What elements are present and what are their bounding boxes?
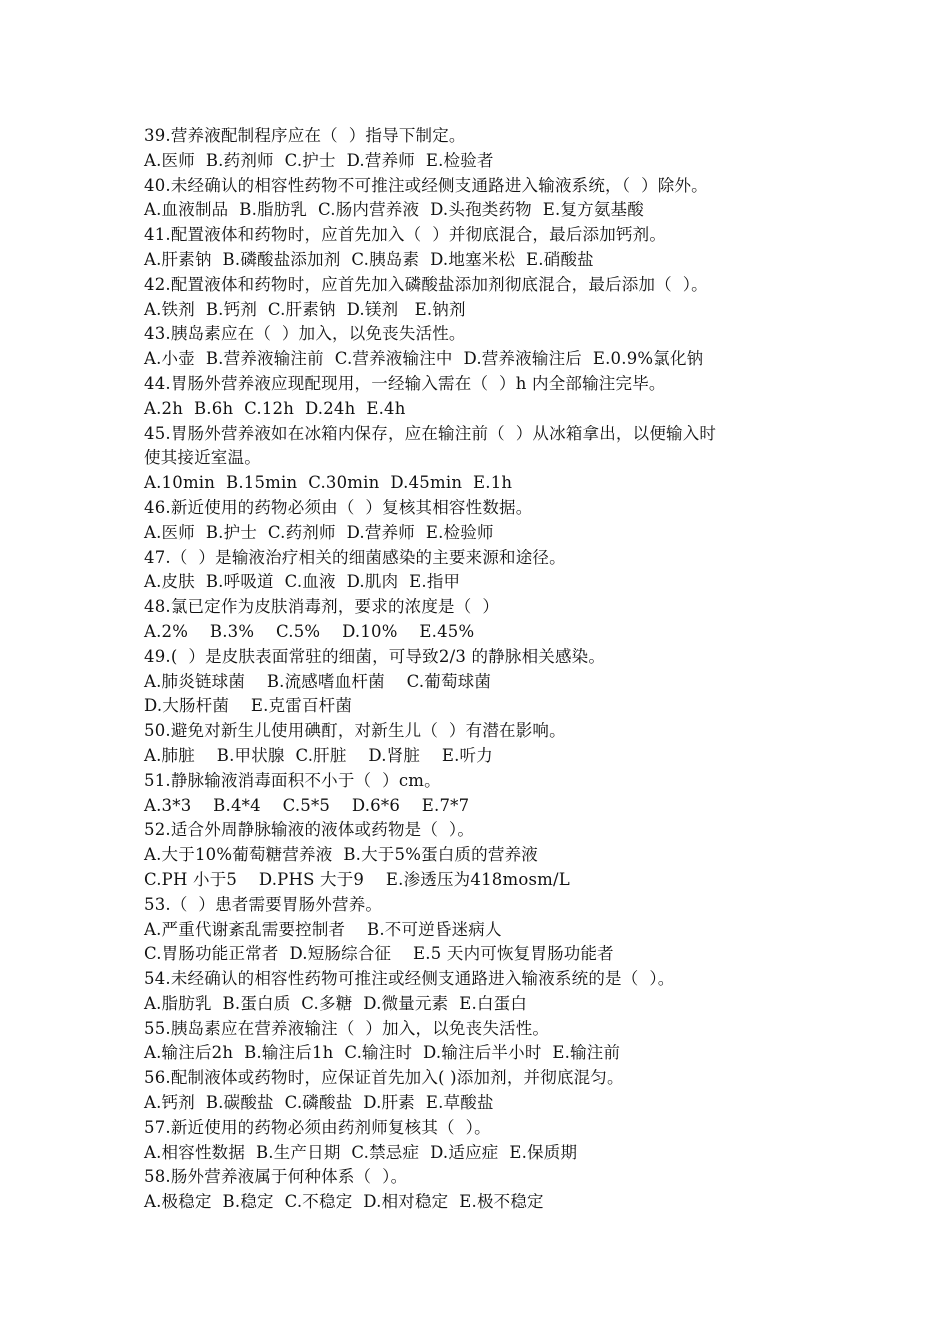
answer-options: A.极稳定 B.稳定 C.不稳定 D.相对稳定 E.极不稳定	[144, 1192, 544, 1212]
question-text: 43.胰岛素应在（ ）加入，以免丧失活性。	[144, 324, 466, 344]
answer-options: A.2h B.6h C.12h D.24h E.4h	[144, 398, 406, 418]
answer-options: A.医师 B.护士 C.药剂师 D.营养师 E.检验师	[144, 522, 494, 542]
question-text: 42.配置液体和药物时，应首先加入磷酸盐添加剂彻底混合，最后添加（ ）。	[144, 274, 708, 294]
question-text: 50.避免对新生儿使用碘酊，对新生儿（ ）有潜在影响。	[144, 721, 566, 741]
answer-options: A.肺炎链球菌 B.流感嗜血杆菌 C.葡萄球菌	[144, 671, 492, 691]
answer-options: A.2% B.3% C.5% D.10% E.45%	[144, 621, 475, 641]
answer-options: A.钙剂 B.碳酸盐 C.磷酸盐 D.肝素 E.草酸盐	[144, 1093, 494, 1113]
question-text: 48.氯已定作为皮肤消毒剂，要求的浓度是（ ）	[144, 597, 500, 617]
answer-options: A.肺脏 B.甲状腺 C.肝脏 D.肾脏 E.听力	[144, 745, 493, 765]
answer-options: A.小壶 B.营养液输注前 C.营养液输注中 D.营养液输注后 E.0.9%氯化钠	[144, 349, 704, 369]
question-text: 56.配制液体或药物时，应保证首先加入( )添加剂，并彻底混匀。	[144, 1068, 624, 1088]
question-list	[144, 124, 824, 1215]
answer-options: A.严重代谢紊乱需要控制者 B.不可逆昏迷病人	[144, 919, 502, 939]
answer-options: A.肝素钠 B.磷酸盐添加剂 C.胰岛素 D.地塞米松 E.硝酸盐	[144, 249, 594, 269]
question-text: 46.新近使用的药物必须由（ ）复核其相容性数据。	[144, 497, 533, 517]
answer-options: A.输注后2h B.输注后1h C.输注时 D.输注后半小时 E.输注前	[144, 1043, 621, 1063]
question-text: 40.未经确认的相容性药物不可推注或经侧支通路进入输液系统，（ ）除外。	[144, 175, 708, 195]
answer-options: D.大肠杆菌 E.克雷百杆菌	[144, 696, 353, 716]
question-text: 52.适合外周静脉输液的液体或药物是（ ）。	[144, 820, 475, 840]
answer-options: A.大于10%葡萄糖营养液 B.大于5%蛋白质的营养液	[144, 845, 538, 865]
question-text: 55.胰岛素应在营养液输注（ ）加入，以免丧失活性。	[144, 1018, 550, 1038]
answer-options: A.铁剂 B.钙剂 C.肝素钠 D.镁剂 E.钠剂	[144, 299, 466, 319]
answer-options: A.3*3 B.4*4 C.5*5 D.6*6 E.7*7	[144, 795, 470, 815]
answer-options: A.10min B.15min C.30min D.45min E.1h	[144, 473, 513, 493]
question-text: 58.肠外营养液属于何种体系（ ）。	[144, 1167, 408, 1187]
question-text: 41.配置液体和药物时，应首先加入（ ）并彻底混合，最后添加钙剂。	[144, 225, 667, 245]
question-text: 39.营养液配制程序应在（ ）指导下制定。	[144, 126, 466, 145]
question-text: 45.胃肠外营养液如在冰箱内保存，应在输注前（ ）从冰箱拿出，以便输入时	[144, 423, 717, 443]
answer-options: A.皮肤 B.呼吸道 C.血液 D.肌肉 E.指甲	[144, 572, 461, 592]
question-text: 54.未经确认的相容性药物可推注或经侧支通路进入输液系统的是（ ）。	[144, 969, 675, 989]
question-text: 47.（ ）是输液治疗相关的细菌感染的主要来源和途径。	[144, 547, 566, 567]
answer-options: C.胃肠功能正常者 D.短肠综合征 E.5 天内可恢复胃肠功能者	[144, 944, 614, 964]
question-text: 44.胃肠外营养液应现配现用，一经输入需在（ ）h 内全部输注完毕。	[144, 373, 666, 393]
question-text: 53.（ ）患者需要胃肠外营养。	[144, 894, 383, 914]
answer-options: A.医师 B.药剂师 C.护士 D.营养师 E.检验者	[144, 150, 494, 170]
question-text: 49.( ）是皮肤表面常驻的细菌，可导致2/3 的静脉相关感染。	[144, 646, 606, 666]
answer-options: A.血液制品 B.脂肪乳 C.肠内营养液 D.头孢类药物 E.复方氨基酸	[144, 200, 644, 220]
answer-options: A.相容性数据 B.生产日期 C.禁忌症 D.适应症 E.保质期	[144, 1142, 578, 1162]
question-text: 57.新近使用的药物必须由药剂师复核其（ ）。	[144, 1117, 491, 1137]
answer-options: C.PH 小于5 D.PHS 大于9 E.渗透压为418mosm/L	[144, 869, 570, 889]
text-line: 使其接近室温。	[144, 448, 261, 468]
question-text: 51.静脉输液消毒面积不小于（ ）cm。	[144, 770, 441, 790]
answer-options: A.脂肪乳 B.蛋白质 C.多糖 D.微量元素 E.白蛋白	[144, 993, 528, 1013]
